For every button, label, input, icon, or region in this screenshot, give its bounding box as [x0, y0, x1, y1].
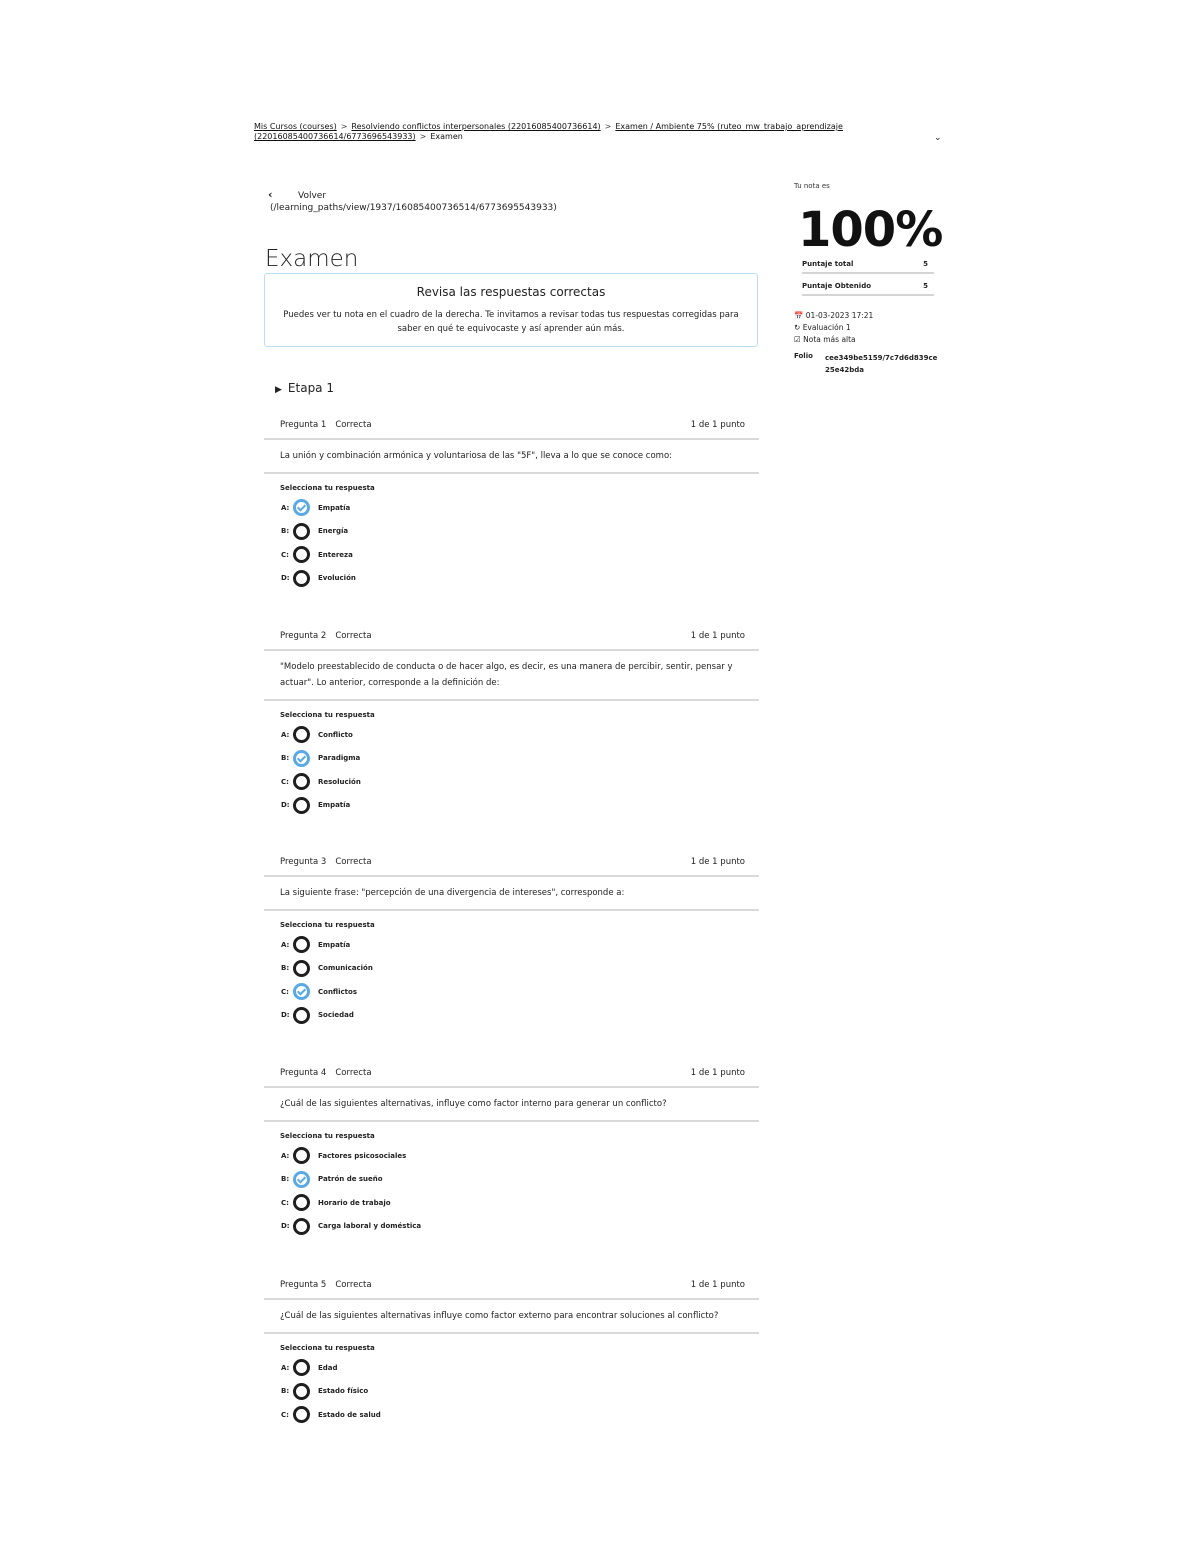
- question-header: [264, 420, 759, 438]
- divider: [802, 272, 934, 274]
- question-points: 1 de 1 punto: [690, 1068, 745, 1078]
- best-row: [794, 334, 934, 346]
- answer-text: Entereza: [318, 550, 353, 559]
- review-title: Revisa las respuestas correctas: [416, 285, 606, 299]
- answer-option[interactable]: [281, 980, 759, 1004]
- radio-checked-icon[interactable]: [293, 983, 310, 1000]
- question-label: Pregunta 1: [280, 420, 327, 430]
- radio-checked-icon[interactable]: [293, 499, 310, 516]
- answer-letter: C:: [281, 550, 289, 559]
- obtained-score-value: 5: [923, 282, 928, 290]
- folio-value: cee349be5159/7c7d6d839ce 25e42bda: [825, 354, 938, 374]
- answer-letter: A:: [281, 1151, 290, 1160]
- radio-icon[interactable]: [293, 1218, 310, 1235]
- answer-letter: B:: [281, 754, 290, 763]
- score-value: 100%: [798, 202, 943, 258]
- total-score-row: [794, 258, 934, 272]
- answer-text: Horario de trabajo: [318, 1198, 391, 1207]
- radio-icon[interactable]: [293, 1194, 310, 1211]
- radio-icon[interactable]: [293, 1359, 310, 1376]
- answer-letter: D:: [281, 574, 290, 583]
- question-text: ¿Cuál de las siguientes alternativas, influye como factor interno para generar un conflicto?: [280, 1099, 667, 1109]
- answer-letter: A:: [281, 1363, 290, 1372]
- total-score-value: 5: [923, 260, 928, 268]
- question-header: [264, 1280, 759, 1298]
- evaluation-name: Evaluación 1: [802, 323, 851, 332]
- back-label: Volver: [298, 191, 327, 201]
- folio-label: Folio: [794, 352, 813, 360]
- breadcrumb-current: Examen: [430, 132, 463, 141]
- radio-icon[interactable]: [293, 1147, 310, 1164]
- answer-text: Empatía: [318, 940, 351, 949]
- triangle-right-icon: ▶: [275, 385, 282, 395]
- question-1: [264, 420, 759, 590]
- answer-letter: B:: [281, 1175, 290, 1184]
- back-link[interactable]: [268, 187, 326, 204]
- question-label: Pregunta 3: [280, 857, 327, 867]
- exam-date: 01-03-2023 17:21: [805, 311, 874, 320]
- answer-letter: D:: [281, 801, 290, 810]
- question-status: Correcta: [335, 420, 372, 430]
- date-row: [794, 310, 934, 322]
- select-answer-label: Selecciona tu respuesta: [280, 711, 375, 719]
- radio-icon[interactable]: [293, 570, 310, 587]
- question-4: [264, 1068, 759, 1238]
- answer-option[interactable]: [281, 1168, 759, 1192]
- question-text: La unión y combinación armónica y voluntariosa de las "5F", lleva a lo que se conoce como:: [280, 451, 673, 461]
- divider: [802, 294, 934, 296]
- evaluation-row: [794, 322, 934, 334]
- radio-icon[interactable]: [293, 960, 310, 977]
- chevron-left-icon: ‹: [268, 188, 273, 201]
- answer-option[interactable]: [281, 933, 759, 957]
- stage-toggle[interactable]: [275, 381, 334, 395]
- answer-option[interactable]: [281, 723, 759, 747]
- question-points: 1 de 1 punto: [690, 1280, 745, 1290]
- question-points: 1 de 1 punto: [690, 631, 745, 641]
- obtained-score-label: Puntaje Obtenido: [802, 282, 872, 290]
- radio-icon[interactable]: [293, 1007, 310, 1024]
- radio-checked-icon[interactable]: [293, 1171, 310, 1188]
- question-5: [264, 1280, 759, 1427]
- answer-list: [264, 496, 759, 590]
- answer-option[interactable]: [281, 770, 759, 794]
- answer-option[interactable]: [281, 1144, 759, 1168]
- refresh-icon: ↻: [794, 323, 801, 332]
- question-label: Pregunta 2: [280, 631, 327, 641]
- question-label: Pregunta 4: [280, 1068, 327, 1078]
- back-url[interactable]: (/learning_paths/view/1937/16085400736514/6773695543933): [270, 203, 557, 213]
- answer-text: Empatía: [318, 801, 351, 810]
- answer-list: [264, 1144, 759, 1238]
- answer-list: [264, 933, 759, 1027]
- breadcrumb-separator: >: [604, 122, 612, 131]
- answer-option[interactable]: [281, 1356, 759, 1380]
- answer-option[interactable]: [281, 747, 759, 771]
- radio-icon[interactable]: [293, 1383, 310, 1400]
- review-text: Puedes ver tu nota en el cuadro de la derecha. Te invitamos a revisar todas tus respuestas corregidas para saber en qué te equivocaste y así aprender aún más.: [283, 310, 739, 334]
- best-grade-label: Nota más alta: [803, 335, 856, 344]
- question-status: Correcta: [335, 857, 372, 867]
- answer-option[interactable]: [281, 1191, 759, 1215]
- select-answer-label: Selecciona tu respuesta: [280, 1132, 375, 1140]
- select-answer-label: Selecciona tu respuesta: [280, 921, 375, 929]
- answer-option[interactable]: [281, 1403, 759, 1427]
- answer-letter: B:: [281, 1387, 290, 1396]
- breadcrumb-link-course[interactable]: Resolviendo conflictos interpersonales (22016085400736614): [351, 122, 601, 131]
- answer-text: Energía: [318, 527, 349, 536]
- breadcrumb-separator: >: [419, 132, 427, 141]
- answer-option[interactable]: [281, 1380, 759, 1404]
- answer-option[interactable]: [281, 520, 759, 544]
- chevron-down-icon[interactable]: ⌄: [934, 133, 942, 143]
- question-header: [264, 631, 759, 649]
- answer-text: Edad: [318, 1363, 338, 1372]
- exam-meta: [794, 310, 934, 346]
- answer-option[interactable]: [281, 1215, 759, 1239]
- answer-letter: D:: [281, 1222, 290, 1231]
- answer-text: Sociedad: [318, 1011, 354, 1020]
- answer-letter: B:: [281, 964, 290, 973]
- radio-icon[interactable]: [293, 523, 310, 540]
- answer-text: Factores psicosociales: [318, 1151, 407, 1160]
- select-answer-label: Selecciona tu respuesta: [280, 484, 375, 492]
- score-panel: [794, 182, 943, 374]
- breadcrumb: [254, 122, 954, 142]
- stage-label: Etapa 1: [287, 381, 334, 395]
- answer-option[interactable]: [281, 567, 759, 591]
- question-label: Pregunta 5: [280, 1280, 327, 1290]
- total-score-label: Puntaje total: [802, 260, 854, 268]
- radio-icon[interactable]: [293, 773, 310, 790]
- breadcrumb-separator: >: [340, 122, 348, 131]
- question-points: 1 de 1 punto: [690, 420, 745, 430]
- answer-text: Estado de salud: [318, 1410, 381, 1419]
- answer-option[interactable]: [281, 1004, 759, 1028]
- answer-letter: C:: [281, 987, 289, 996]
- answer-text: Comunicación: [318, 964, 373, 973]
- score-label: Tu nota es: [794, 182, 830, 190]
- answer-list: [264, 1356, 759, 1427]
- radio-icon[interactable]: [293, 797, 310, 814]
- question-text: ¿Cuál de las siguientes alternativas influye como factor externo para encontrar soluciones al conflicto?: [280, 1311, 719, 1321]
- page-title: Examen: [265, 246, 359, 272]
- question-header: [264, 1068, 759, 1086]
- answer-text: Conflictos: [318, 987, 357, 996]
- question-text: La siguiente frase: "percepción de una divergencia de intereses", corresponde a:: [280, 888, 625, 898]
- radio-icon[interactable]: [293, 1406, 310, 1423]
- breadcrumb-link-courses[interactable]: Mis Cursos (courses): [254, 122, 337, 131]
- answer-text: Empatía: [318, 503, 351, 512]
- answer-letter: A:: [281, 503, 290, 512]
- answer-option[interactable]: [281, 957, 759, 981]
- question-status: Correcta: [335, 1280, 372, 1290]
- answer-letter: B:: [281, 527, 290, 536]
- answer-text: Evolución: [318, 574, 356, 583]
- answer-text: Estado físico: [318, 1387, 369, 1396]
- question-2: [264, 631, 759, 817]
- answer-text: Conflicto: [318, 730, 353, 739]
- radio-checked-icon[interactable]: [293, 750, 310, 767]
- answer-letter: C:: [281, 777, 289, 786]
- answer-letter: A:: [281, 730, 290, 739]
- question-3: [264, 857, 759, 1027]
- question-points: 1 de 1 punto: [690, 857, 745, 867]
- answer-letter: C:: [281, 1198, 289, 1207]
- answer-option[interactable]: [281, 496, 759, 520]
- answer-option[interactable]: [281, 543, 759, 567]
- select-answer-label: Selecciona tu respuesta: [280, 1344, 375, 1352]
- answer-text: Paradigma: [318, 754, 361, 763]
- breadcrumb-link-path[interactable]: Examen / Ambiente 75% (ruteo_mw_trabajo_aprendizaje (22016085400736614/6773696543933): [254, 122, 843, 141]
- answer-letter: D:: [281, 1011, 290, 1020]
- folio-row: [794, 352, 938, 374]
- question-text: "Modelo preestablecido de conducta o de hacer algo, es decir, es una manera de percibir, sentir, pensar y actuar". Lo anterior, corresponde a la definición de:: [280, 662, 733, 688]
- radio-icon[interactable]: [293, 546, 310, 563]
- checkbox-icon: ☑: [794, 335, 801, 344]
- answer-option[interactable]: [281, 794, 759, 818]
- review-notice: [264, 273, 758, 347]
- question-status: Correcta: [335, 631, 372, 641]
- radio-icon[interactable]: [293, 726, 310, 743]
- answer-letter: C:: [281, 1410, 289, 1419]
- answer-text: Patrón de sueño: [318, 1175, 383, 1184]
- question-header: [264, 857, 759, 875]
- answer-text: Carga laboral y doméstica: [318, 1222, 422, 1231]
- calendar-icon: 📅: [794, 311, 804, 320]
- radio-icon[interactable]: [293, 936, 310, 953]
- answer-list: [264, 723, 759, 817]
- obtained-score-row: [794, 280, 934, 294]
- answer-letter: A:: [281, 940, 290, 949]
- answer-text: Resolución: [318, 777, 361, 786]
- question-status: Correcta: [335, 1068, 372, 1078]
